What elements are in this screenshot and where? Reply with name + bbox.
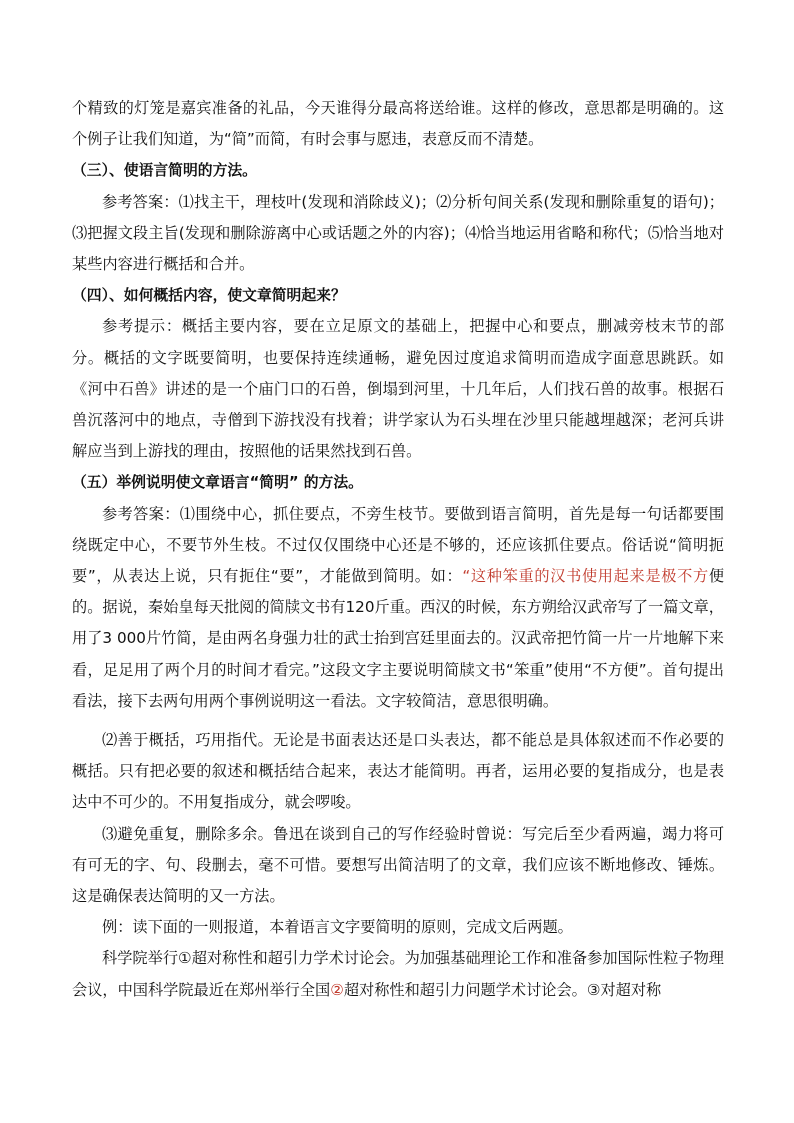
circled-number-1: ①: [178, 949, 192, 968]
section-3-answer: 参考答案：⑴找主干，理枝叶(发现和消除歧义)；⑵分析句间关系(发现和删除重复的语句)；⑶把握文段主旨(发现和删除游离中心或话题之外的内容)；⑷恰当地运用省略和称代；⑸恰当地对某些内容进行概括和合并。: [72, 192, 724, 274]
report-part-2: 超对称性和超引力学术讨论会。为加强基础理论工作和准备参加国际性粒子物理会议，中国科学院最近在郑州举行全国: [72, 949, 724, 999]
section-5-answer-3: ⑶避免重复，删除多余。鲁迅在谈到自己的写作经验时曾说：写完后至少看两遍，竭力将可有可无的字、句、段删去，毫不可惜。要想写出简洁明了的文章，我们应该不断地修改、锤炼。这是确保表达简明的又一方法。: [72, 824, 724, 906]
section-5-answer-2: ⑵善于概括，巧用指代。无论是书面表达还是口头表达，都不能总是具体叙述而不作必要的概括。只有把必要的叙述和概括结合起来，表达才能简明。再者，运用必要的复指成分，也是表达中不可少的。不用复指成分，就会啰唆。: [72, 731, 724, 812]
answer-1-text: 参考答案：⑴围绕中心，抓住要点，不旁生枝节。要做到语言简明，首先是每一句话都要围绕既定中心，不要节外生枝。不过仅仅围绕中心还是不够的，还应该抓住要点。俗话说“简明扼要”，从表达上说，只有扼住“要”，才能做到简明。如：: [72, 504, 724, 586]
report-part-1: 科学院举行: [102, 949, 179, 968]
news-report-paragraph: [72, 943, 724, 1005]
intro-paragraph: 个精致的灯笼是嘉宾准备的礼品，今天谁得分最高将送给谁。这样的修改，意思都是明确的。这个例子让我们知道，为“简”而简，有时会事与愿违，表意反而不清楚。: [72, 99, 724, 149]
section-5-answer-1: [72, 499, 724, 717]
section-4-hint: 参考提示：概括主要内容，要在立足原文的基础上，把握中心和要点，删减旁枝末节的部分。概括的文字既要简明，也要保持连续通畅，避免因过度追求简明而造成字面意思跳跃。如《河中石兽》讲述的是一个庙门口的石兽，倒塌到河里，十几年后，人们找石兽的故事。根据石兽沉落河中的地点，寺僧到下游找没有找着；讲学家认为石头埋在沙里只能越埋越深；老河兵讲解应当到上游找的理由，按照他的话果然找到石兽。: [72, 317, 724, 461]
quoted-example-red: “这种笨重的汉书使用起来是极不方: [462, 567, 709, 586]
answer-1-continuation: 便的。据说，秦始皇每天批阅的简牍文书有120斤重。西汉的时候，东方朔给汉武帝写了一篇文章，用了3 000片竹简，是由两名身强力壮的武士抬到宫廷里面去的。汉武帝把竹简一片一片地解下来看，足足用了两个月的时间才看完。”这段文字主要说明简牍文书“笨重”使用“不方便”。首句提出看法，接下去两句用两个事例说明这一看法。文字较简洁，意思很明确。: [72, 567, 725, 710]
report-part-4: 对超对称: [600, 980, 662, 999]
section-3-heading: （三）、使语言简明的方法。: [72, 162, 257, 180]
example-instruction: 例：读下面的一则报道，本着语言文字要简明的原则，完成文后两题。: [102, 918, 573, 937]
circled-number-2: ②: [330, 980, 344, 999]
report-part-3: 超对称性和超引力问题学术讨论会。: [343, 980, 587, 999]
section-5-heading: （五）举例说明使文章语言“简明” 的方法。: [72, 474, 363, 492]
section-4-heading: （四）、如何概括内容，使文章简明起来？: [72, 287, 346, 305]
document-page: [72, 93, 724, 1006]
circled-number-3: ③: [586, 980, 601, 999]
